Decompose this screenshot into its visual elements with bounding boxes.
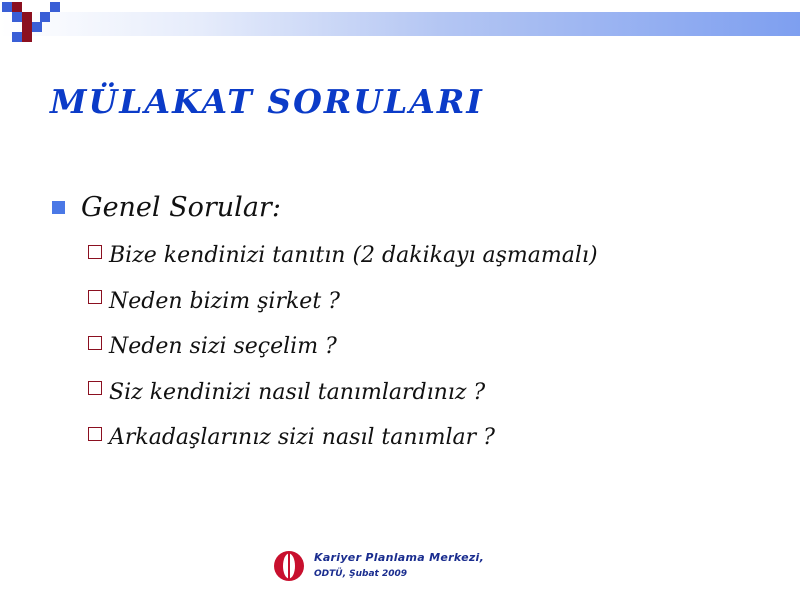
question-text: Bize kendinizi tanıtın (2 dakikayı aşmamalı) <box>109 243 598 269</box>
slide-title: MÜLAKAT SORULARI <box>50 82 484 121</box>
question-list <box>88 233 598 461</box>
header-gradient-bar <box>0 12 800 36</box>
square-bullet-icon <box>52 201 65 214</box>
hollow-square-bullet-icon <box>88 381 102 395</box>
section-label: Genel Sorular: <box>81 192 281 223</box>
checker-decoration <box>0 0 72 48</box>
list-item <box>88 324 598 370</box>
question-text: Neden bizim şirket ? <box>109 288 340 314</box>
question-text: Siz kendinizi nasıl tanımlardınız ? <box>109 379 486 405</box>
question-text: Arkadaşlarınız sizi nasıl tanımlar ? <box>109 425 495 451</box>
list-item <box>88 415 598 461</box>
list-item <box>88 233 598 279</box>
list-item <box>88 279 598 325</box>
list-item <box>88 370 598 416</box>
footer <box>272 549 484 583</box>
hollow-square-bullet-icon <box>88 427 102 441</box>
university-logo-icon <box>272 549 306 583</box>
section-heading <box>52 192 281 223</box>
hollow-square-bullet-icon <box>88 336 102 350</box>
hollow-square-bullet-icon <box>88 245 102 259</box>
hollow-square-bullet-icon <box>88 290 102 304</box>
footer-org: Kariyer Planlama Merkezi, <box>314 551 485 564</box>
question-text: Neden sizi seçelim ? <box>109 334 337 360</box>
footer-date: ODTÜ, Şubat 2009 <box>314 569 408 579</box>
